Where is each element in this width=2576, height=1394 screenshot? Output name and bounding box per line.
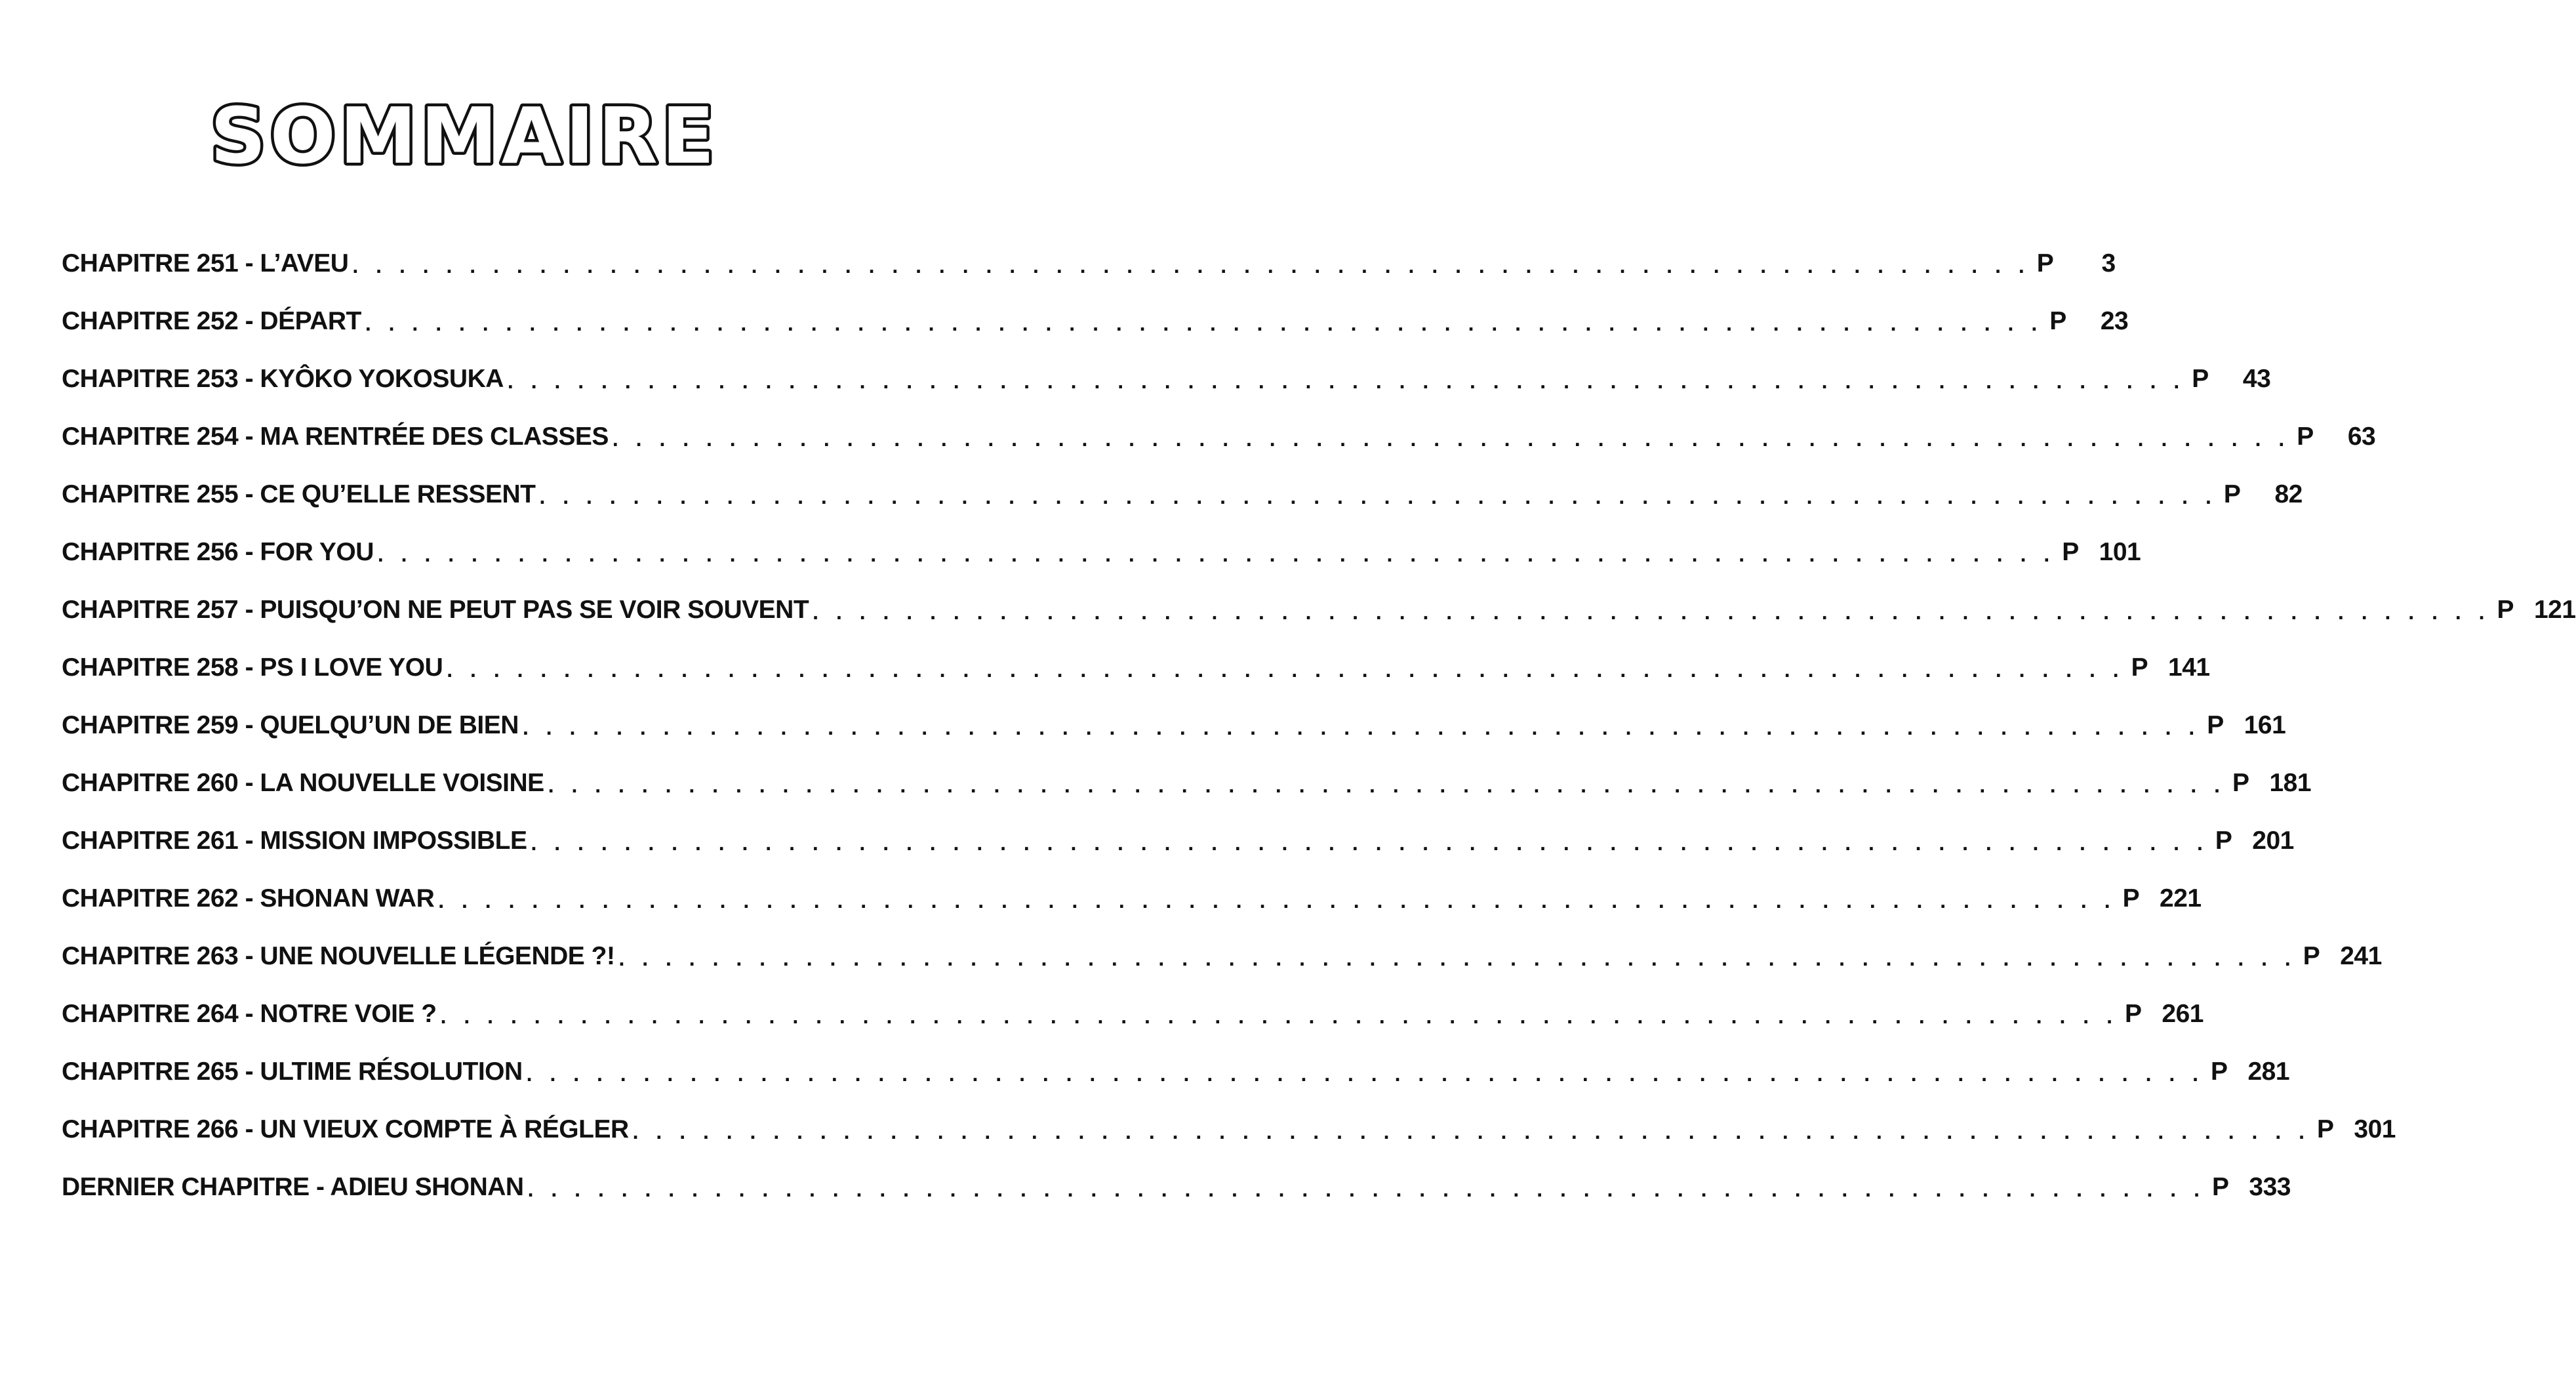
toc-entry bbox=[62, 507, 2141, 566]
toc-dot-leader: . . . . . . . . . . . . . . . . . . . . . . . . . . . . . . . . . . . . . . . . . . . . . . . . . . . . . . . . . . . . . . . . . . . . . . . . bbox=[539, 485, 2217, 508]
toc-page-prefix: P bbox=[2131, 653, 2148, 682]
toc-page-number: 261 bbox=[2162, 1000, 2204, 1028]
toc-page-number: 3 bbox=[2101, 249, 2116, 277]
toc-dot-leader: . . . . . . . . . . . . . . . . . . . . . . . . . . . . . . . . . . . . . . . . . . . . . . . . . . . . . . . . . . . . . . . . . . . . . . . . bbox=[612, 427, 2291, 451]
toc-page-number: 241 bbox=[2340, 942, 2382, 970]
toc-entry bbox=[62, 969, 2204, 1028]
toc-page-prefix: P bbox=[2122, 884, 2140, 912]
toc-page-prefix: P bbox=[2232, 769, 2249, 797]
toc-dot-leader: . . . . . . . . . . . . . . . . . . . . . . . . . . . . . . . . . . . . . . . . . . . . . . . . . . . . . . . . . . . . . . . . . . . . . . . . bbox=[813, 600, 2491, 624]
toc-entry-label: CHAPITRE 264 - NOTRE VOIE ? bbox=[62, 1000, 437, 1028]
page-title bbox=[0, 85, 929, 190]
toc-entry-label: CHAPITRE 262 - SHONAN WAR bbox=[62, 884, 435, 912]
toc-page-number: 23 bbox=[2100, 307, 2129, 335]
toc-entry-label: CHAPITRE 263 - UNE NOUVELLE LÉGENDE ?! bbox=[62, 942, 615, 970]
toc-entry bbox=[62, 276, 2129, 335]
toc-page-prefix: P bbox=[2124, 1000, 2142, 1028]
toc-entry bbox=[62, 853, 2202, 912]
toc-dot-leader: . . . . . . . . . . . . . . . . . . . . . . . . . . . . . . . . . . . . . . . . . . . . . . . . . . . . . . . . . . . . . . . . . . . . . . . . bbox=[531, 831, 2209, 855]
toc-entry-label: CHAPITRE 257 - PUISQU’ON NE PEUT PAS SE VOIR SOUVENT bbox=[62, 596, 809, 624]
title-text: SOMMAIRE bbox=[210, 91, 719, 181]
toc-page-prefix: P bbox=[2207, 711, 2224, 739]
toc-entry bbox=[62, 218, 2116, 277]
toc-entry-label: CHAPITRE 265 - ULTIME RÉSOLUTION bbox=[62, 1057, 523, 1086]
toc-page-number: 121 bbox=[2533, 596, 2576, 624]
toc-entry bbox=[62, 392, 2376, 451]
toc-entry-label: CHAPITRE 266 - UN VIEUX COMPTE À RÉGLER bbox=[62, 1115, 629, 1143]
toc-entry bbox=[62, 1027, 2290, 1086]
toc-page-prefix: P bbox=[2036, 249, 2054, 277]
toc-entry-label: CHAPITRE 253 - KYÔKO YOKOSUKA bbox=[62, 365, 504, 393]
toc-page-number: 101 bbox=[2099, 538, 2141, 566]
toc-entry-label: CHAPITRE 251 - L’AVEU bbox=[62, 249, 349, 277]
toc-page-prefix: P bbox=[2223, 480, 2241, 508]
toc-entry-label: CHAPITRE 261 - MISSION IMPOSSIBLE bbox=[62, 827, 527, 855]
table-of-contents bbox=[62, 218, 2576, 1201]
toc-dot-leader: . . . . . . . . . . . . . . . . . . . . . . . . . . . . . . . . . . . . . . . . . . . . . . . . . . . . . . . . . . . . . . . . . . . . . . . . bbox=[377, 543, 2056, 566]
toc-dot-leader: . . . . . . . . . . . . . . . . . . . . . . . . . . . . . . . . . . . . . . . . . . . . . . . . . . . . . . . . . . . . . . . . . . . . . . . . bbox=[352, 254, 2030, 277]
toc-entry bbox=[62, 565, 2576, 624]
toc-entry bbox=[62, 680, 2286, 739]
toc-entry bbox=[62, 796, 2294, 855]
toc-dot-leader: . . . . . . . . . . . . . . . . . . . . . . . . . . . . . . . . . . . . . . . . . . . . . . . . . . . . . . . . . . . . . . . . . . . . . . . . bbox=[526, 1062, 2205, 1086]
toc-dot-leader: . . . . . . . . . . . . . . . . . . . . . . . . . . . . . . . . . . . . . . . . . . . . . . . . . . . . . . . . . . . . . . . . . . . . . . . . bbox=[507, 369, 2186, 393]
toc-dot-leader: . . . . . . . . . . . . . . . . . . . . . . . . . . . . . . . . . . . . . . . . . . . . . . . . . . . . . . . . . . . . . . . . . . . . . . . . bbox=[522, 716, 2201, 739]
toc-entry bbox=[62, 449, 2303, 508]
toc-dot-leader: . . . . . . . . . . . . . . . . . . . . . . . . . . . . . . . . . . . . . . . . . . . . . . . . . . . . . . . . . . . . . . . . . . . . . . . . bbox=[365, 312, 2043, 335]
toc-page-number: 43 bbox=[2242, 365, 2271, 393]
toc-page-number: 181 bbox=[2269, 769, 2312, 797]
toc-entry bbox=[62, 334, 2271, 393]
title-outline-text bbox=[0, 85, 929, 190]
toc-page-prefix: P bbox=[2215, 827, 2232, 855]
toc-dot-leader: . . . . . . . . . . . . . . . . . . . . . . . . . . . . . . . . . . . . . . . . . . . . . . . . . . . . . . . . . . . . . . . . . . . . . . . . bbox=[618, 947, 2297, 970]
toc-page-prefix: P bbox=[2211, 1173, 2229, 1201]
toc-dot-leader: . . . . . . . . . . . . . . . . . . . . . . . . . . . . . . . . . . . . . . . . . . . . . . . . . . . . . . . . . . . . . . . . . . . . . . . . bbox=[632, 1120, 2310, 1143]
toc-page-number: 201 bbox=[2252, 827, 2294, 855]
toc-entry bbox=[62, 1084, 2396, 1143]
toc-dot-leader: . . . . . . . . . . . . . . . . . . . . . . . . . . . . . . . . . . . . . . . . . . . . . . . . . . . . . . . . . . . . . . . . . . . . . . . . bbox=[438, 889, 2116, 912]
toc-page-prefix: P bbox=[2303, 942, 2320, 970]
toc-dot-leader: . . . . . . . . . . . . . . . . . . . . . . . . . . . . . . . . . . . . . . . . . . . . . . . . . . . . . . . . . . . . . . . . . . . . . . . . bbox=[447, 658, 2125, 682]
toc-page-number: 141 bbox=[2168, 653, 2210, 682]
toc-page-prefix: P bbox=[2062, 538, 2079, 566]
toc-entry-label: CHAPITRE 256 - FOR YOU bbox=[62, 538, 374, 566]
toc-page-prefix: P bbox=[2049, 307, 2066, 335]
toc-entry-label: CHAPITRE 259 - QUELQU’UN DE BIEN bbox=[62, 711, 519, 739]
toc-page-number: 82 bbox=[2274, 480, 2303, 508]
toc-entry-label: CHAPITRE 260 - LA NOUVELLE VOISINE bbox=[62, 769, 544, 797]
toc-page-prefix: P bbox=[2317, 1115, 2334, 1143]
toc-entry-label: CHAPITRE 258 - PS I LOVE YOU bbox=[62, 653, 443, 682]
toc-page-number: 161 bbox=[2244, 711, 2286, 739]
toc-entry bbox=[62, 623, 2210, 682]
toc-page-prefix: P bbox=[2211, 1057, 2228, 1086]
toc-page-prefix: P bbox=[2192, 365, 2209, 393]
toc-page-prefix: P bbox=[2297, 422, 2314, 451]
toc-entry-label: CHAPITRE 254 - MA RENTRÉE DES CLASSES bbox=[62, 422, 609, 451]
toc-page-prefix: P bbox=[2497, 596, 2514, 624]
toc-entry-label: CHAPITRE 255 - CE QU’ELLE RESSENT bbox=[62, 480, 536, 508]
toc-entry-label: DERNIER CHAPITRE - ADIEU SHONAN bbox=[62, 1173, 524, 1201]
toc-page-number: 301 bbox=[2354, 1115, 2396, 1143]
toc-page-number: 221 bbox=[2160, 884, 2202, 912]
toc-entry bbox=[62, 911, 2382, 970]
toc-dot-leader: . . . . . . . . . . . . . . . . . . . . . . . . . . . . . . . . . . . . . . . . . . . . . . . . . . . . . . . . . . . . . . . . . . . . . . . . bbox=[527, 1178, 2205, 1201]
toc-entry bbox=[62, 1142, 2291, 1201]
toc-page-number: 333 bbox=[2249, 1173, 2291, 1201]
toc-entry bbox=[62, 738, 2312, 797]
toc-page-number: 281 bbox=[2247, 1057, 2290, 1086]
toc-dot-leader: . . . . . . . . . . . . . . . . . . . . . . . . . . . . . . . . . . . . . . . . . . . . . . . . . . . . . . . . . . . . . . . . . . . . . . . . bbox=[548, 773, 2226, 797]
toc-entry-label: CHAPITRE 252 - DÉPART bbox=[62, 307, 361, 335]
toc-dot-leader: . . . . . . . . . . . . . . . . . . . . . . . . . . . . . . . . . . . . . . . . . . . . . . . . . . . . . . . . . . . . . . . . . . . . . . . . bbox=[440, 1004, 2118, 1028]
toc-page-number: 63 bbox=[2347, 422, 2376, 451]
